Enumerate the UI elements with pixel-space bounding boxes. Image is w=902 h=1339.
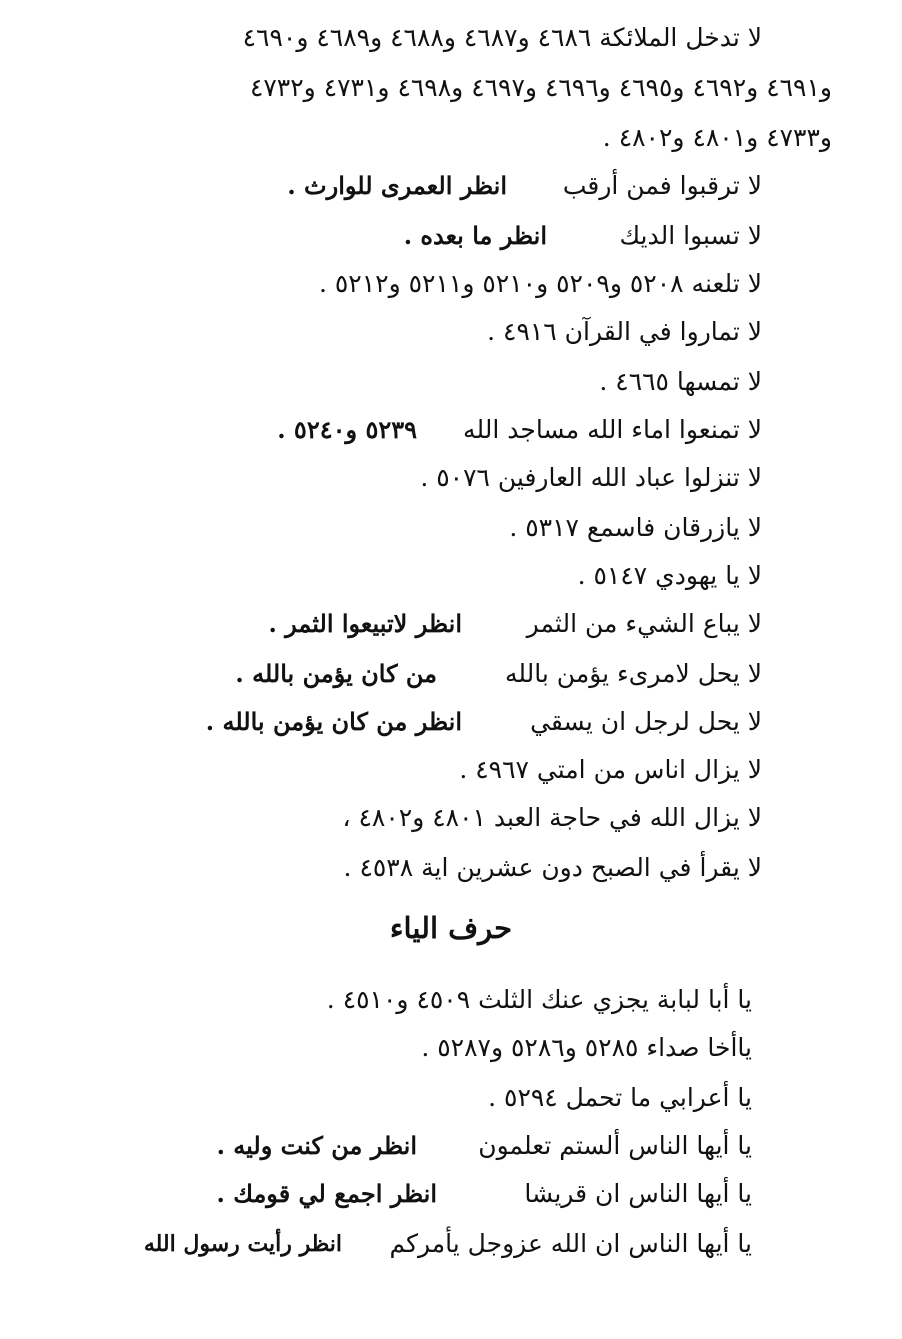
entry-text: لا يزال الله في حاجة العبد ٤٨٠١ و٤٨٠٢ ، [342, 803, 762, 832]
entry-reference: انظر اجمع لي قومك . [216, 1179, 437, 1208]
index-entry [132, 1128, 752, 1164]
index-entry [344, 850, 762, 886]
entry-text: لا يازرقان فاسمع ٥٣١٧ . [509, 513, 762, 542]
entry-text: يا أيها الناس ان الله عزوجل يأمركم [389, 1229, 752, 1258]
index-entry [459, 752, 762, 788]
index-entry [488, 1080, 752, 1116]
index-entry [132, 1176, 752, 1212]
entry-text: لا يحل لامرىء يؤمن بالله [504, 659, 762, 688]
index-entry [487, 314, 762, 350]
index-entry [327, 982, 752, 1018]
index-entry [421, 1030, 752, 1066]
entry-text: لا يقرأ في الصبح دون عشرين اية ٤٥٣٨ . [343, 853, 762, 882]
index-entry [142, 606, 762, 642]
entry-reference: انظر رأيت رسول الله [143, 1231, 342, 1257]
entry-reference: انظر لاتبيعوا الثمر . [268, 609, 462, 638]
entry-reference: انظر ما بعده . [403, 221, 547, 250]
entry-reference: من كان يؤمن بالله . [235, 659, 437, 688]
index-entry [142, 218, 762, 254]
index-entry [142, 656, 762, 692]
entry-text: لا تلعنه ٥٢٠٨ و٥٢٠٩ و٥٢١٠ و٥٢١١ و٥٢١٢ . [318, 269, 762, 298]
index-entry [132, 1226, 752, 1262]
index-entry [342, 800, 762, 836]
entry-text: لا تمنعوا اماء الله مساجد الله [463, 415, 762, 444]
index-entry [319, 266, 762, 302]
index-line-continuation: و٤٧٣٣ و٤٨٠١ و٤٨٠٢ . [602, 123, 832, 152]
entry-text: لا يزال اناس من امتي ٤٩٦٧ . [459, 755, 762, 784]
index-line: لا تدخل الملائكة ٤٦٨٦ و٤٦٨٧ و٤٦٨٨ و٤٦٨٩ و٤٦٩٠ [242, 23, 762, 52]
entry-text: لا تماروا في القرآن ٤٩١٦ . [487, 317, 762, 346]
entry-text: يا أعرابي ما تحمل ٥٢٩٤ . [488, 1083, 752, 1112]
entry-text: لا يحل لرجل ان يسقي [530, 707, 762, 736]
entry-text: لا تسبوا الديك [619, 221, 762, 250]
entry-text: يا أيها الناس ان قريشا [524, 1179, 752, 1208]
entry-reference: انظر من كان يؤمن بالله . [205, 707, 462, 736]
index-line-continuation: و٤٦٩١ و٤٦٩٢ و٤٦٩٥ و٤٦٩٦ و٤٦٩٧ و٤٦٩٨ و٤٧٣١ و٤٧٣٢ [249, 73, 832, 102]
entry-reference: انظر العمرى للوارث . [287, 171, 507, 200]
index-entry [142, 704, 762, 740]
index-entry [142, 412, 762, 448]
entry-text: يا أبا لبابة يجزي عنك الثلث ٤٥٠٩ و٤٥١٠ . [326, 985, 752, 1014]
entry-reference: انظر من كنت وليه . [216, 1131, 417, 1160]
entry-text: لا تنزلوا عباد الله العارفين ٥٠٧٦ . [420, 463, 762, 492]
entry-text: لا يباع الشيء من الثمر [526, 609, 762, 638]
entry-reference: ٥٢٣٩ و٥٢٤٠ . [277, 415, 417, 444]
entry-text: لا تمسها ٤٦٦٥ . [599, 367, 762, 396]
index-entry [509, 510, 762, 546]
index-entry [599, 364, 762, 400]
entry-text: ياأخا صداء ٥٢٨٥ و٥٢٨٦ و٥٢٨٧ . [421, 1033, 752, 1062]
entry-text: يا أيها الناس ألستم تعلمون [478, 1131, 752, 1160]
index-entry [420, 460, 762, 496]
entry-text: لا ترقبوا فمن أرقب [562, 171, 762, 200]
entry-text: لا يا يهودي ٥١٤٧ . [577, 561, 762, 590]
index-entry [578, 558, 762, 594]
index-entry [142, 168, 762, 204]
section-heading: حرف الياء [389, 911, 513, 945]
